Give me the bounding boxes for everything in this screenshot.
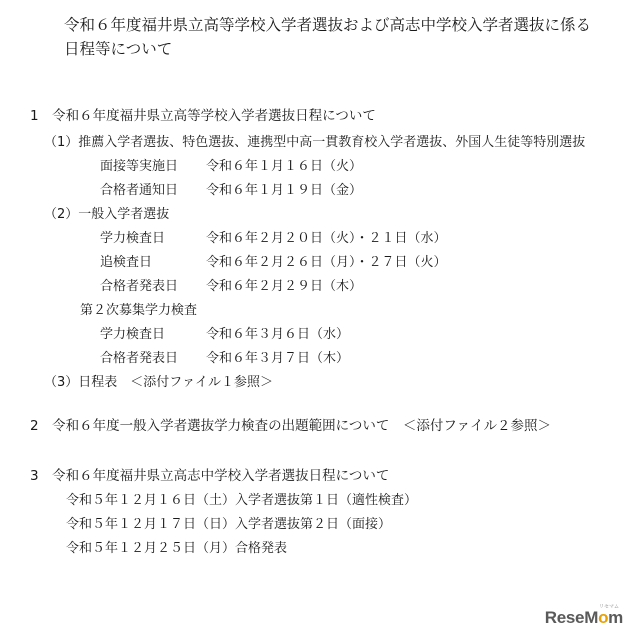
schedule-label: 合格者通知日	[100, 183, 179, 198]
second-recruitment-heading: 第２次募集学力検査	[80, 303, 198, 318]
schedule-label: 面接等実施日	[100, 159, 179, 174]
schedule-label: 追検査日	[100, 255, 153, 270]
schedule-label: 合格者発表日	[100, 279, 179, 294]
section-1-sub-3: （3）日程表 ＜添付ファイル１参照＞	[44, 375, 274, 390]
koshi-schedule-row: 令和５年１２月１７日（日）入学者選抜第２日（面接）	[66, 517, 392, 532]
schedule-date: 令和６年２月２９日（木）	[206, 279, 363, 294]
title-line-1: 令和６年度福井県立高等学校入学者選抜および高志中学校入学者選抜に係る	[64, 16, 592, 34]
section-3-heading: 3 令和６年度福井県立高志中学校入学者選抜日程について	[30, 468, 390, 484]
schedule-label: 合格者発表日	[100, 351, 179, 366]
section-1-sub-1-heading: （1）推薦入学者選抜、特色選抜、連携型中高一貫教育校入学者選抜、外国人生徒等特別選抜	[44, 135, 586, 150]
schedule-date: 令和６年１月１９日（金）	[206, 183, 363, 198]
schedule-date: 令和６年３月６日（水）	[206, 327, 350, 342]
koshi-schedule-row: 令和５年１２月２５日（月）合格発表	[66, 541, 288, 556]
schedule-label: 学力検査日	[100, 231, 166, 246]
section-2-heading: 2 令和６年度一般入学者選抜学力検査の出題範囲について ＜添付ファイル２参照＞	[30, 418, 552, 434]
schedule-date: 令和６年２月２０日（火）・２１日（水）	[206, 231, 447, 246]
section-1-heading: 1 令和６年度福井県立高等学校入学者選抜日程について	[30, 108, 376, 124]
watermark-kana: リセマム	[599, 604, 619, 610]
title-line-2: 日程等について	[64, 40, 173, 58]
schedule-date: 令和６年１月１６日（火）	[206, 159, 363, 174]
koshi-schedule-row: 令和５年１２月１６日（土）入学者選抜第１日（適性検査）	[66, 493, 418, 508]
section-1-sub-2-heading: （2）一般入学者選抜	[44, 207, 170, 222]
resemom-logo: ReseMom	[544, 608, 623, 627]
schedule-date: 令和６年３月７日（木）	[206, 351, 350, 366]
schedule-date: 令和６年２月２６日（月）・２７日（火）	[206, 255, 447, 270]
schedule-label: 学力検査日	[100, 327, 166, 342]
